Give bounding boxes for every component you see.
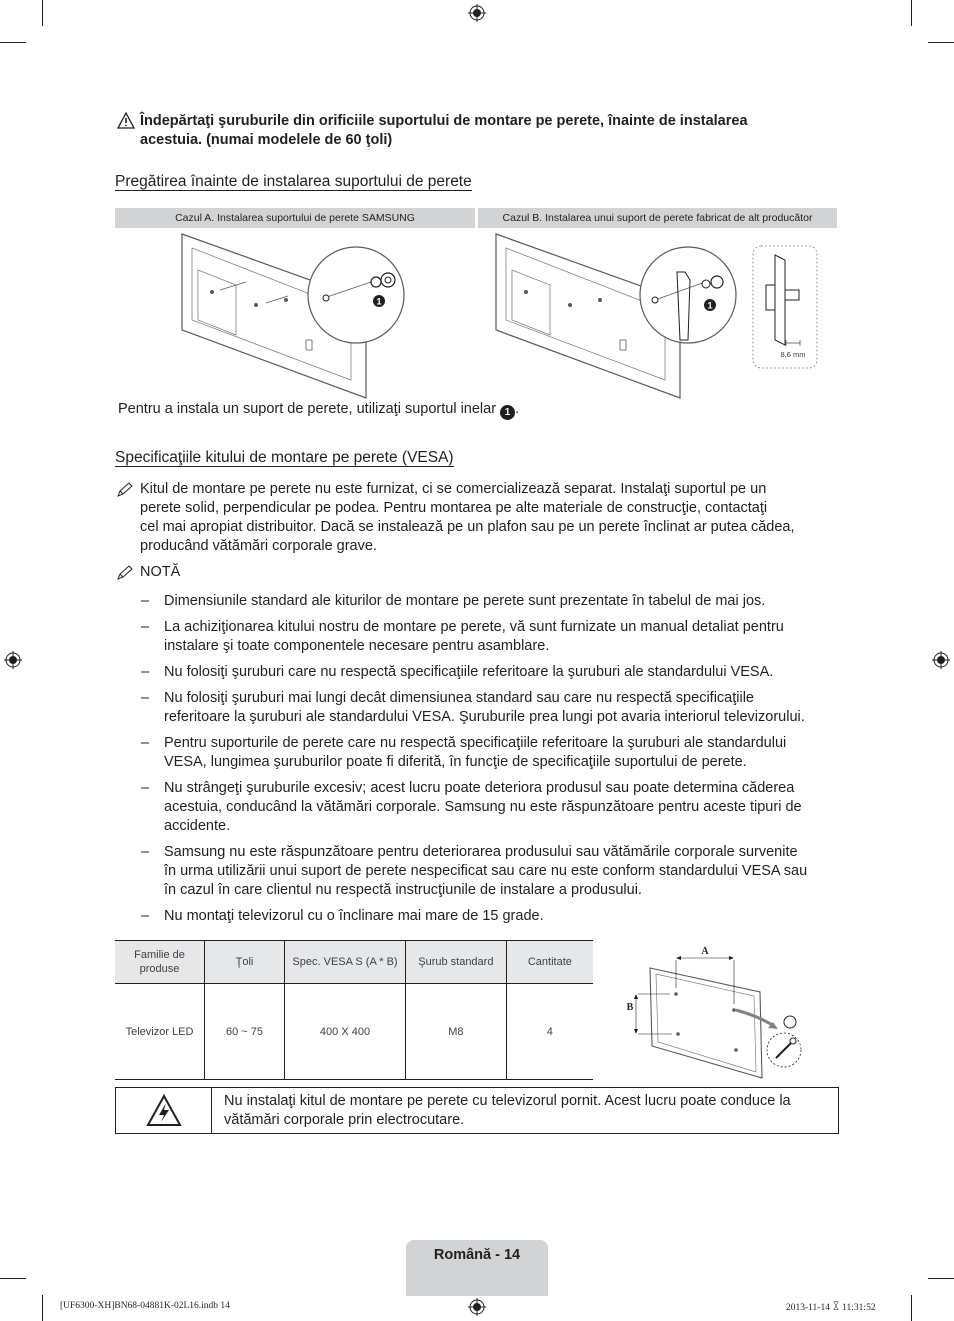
registration-mark-icon <box>468 1298 486 1316</box>
footer-timestamp: 2013-11-14 ꊱ 11:31:52 <box>786 1303 876 1313</box>
list-item: – La achiziţionarea kitului nostru de montare pe perete, vă sunt furnizate un manual detaliat pentru instalare şi toate componentele necesare pentru asamblare. <box>141 619 784 654</box>
vesa-diagram <box>618 940 818 1080</box>
crop-mark <box>42 1295 43 1321</box>
table-cell: Televizor LED <box>115 984 205 1080</box>
warning-note-line: acestuia. (numai modelele de 60 ţoli) <box>140 132 393 148</box>
case-b-illustration <box>490 230 825 400</box>
table-cell: M8 <box>405 984 506 1080</box>
ring-caption: Pentru a instala un suport de perete, utilizaţi suportul inelar 1 . <box>118 401 520 418</box>
list-item: – Samsung nu este răspunzătoare pentru deteriorarea produsului sau vătămările corporale survenite în urma utilizării unui suport de perete nespecificat sau care nu este conform standardului VESA sau în cazul în care clientul nu respectă instrucţiunile de instalare a produsului. <box>141 844 808 898</box>
crop-mark <box>0 42 26 43</box>
crop-mark <box>928 42 954 43</box>
divider <box>211 1088 212 1133</box>
list-item: – Nu folosiţi şuruburi care nu respectă specificaţiile referitoare la şuruburi ale standardului VESA. <box>141 664 774 680</box>
crop-mark <box>911 0 912 26</box>
dimension-b-label: B <box>626 1002 634 1013</box>
crop-mark <box>928 1278 954 1279</box>
table-cell: 4 <box>506 984 593 1080</box>
registration-mark-icon <box>468 4 486 22</box>
crop-mark <box>911 1295 912 1321</box>
vesa-spec-table <box>115 940 593 1080</box>
caution-box <box>115 1087 839 1134</box>
table-header: Şurub standard <box>405 941 506 984</box>
list-item: – Nu folosiţi şuruburi mai lungi decât dimensiunea standard sau care nu respectă specificaţiile referitoare la şuruburi ale standardului VESA. Şuruburile prea lungi pot avaria interiorul televizorului. <box>141 690 805 725</box>
case-b-label: Cazul B. Instalarea unui suport de perete fabricat de alt producător <box>478 208 837 228</box>
case-a-illustration <box>176 230 416 400</box>
table-header: Familie de produse <box>115 941 205 984</box>
table-cell: 400 X 400 <box>285 984 406 1080</box>
page-number-tab: Română - 14 <box>406 1240 548 1296</box>
list-item: – Pentru suporturile de perete care nu respectă specificaţiile referitoare la şuruburi ale standardului VESA, lungimea şuruburilor poate fi diferită, în funcţie de specificaţiile suportului de perete. <box>141 735 787 770</box>
note-label: NOTĂ <box>140 564 181 580</box>
caution-text: Nu instalaţi kitul de montare pe perete cu televizorul pornit. Acest lucru poate conduce la vătămări corporale prin electrocutare. <box>224 1093 791 1128</box>
registration-mark-icon <box>932 651 950 669</box>
warning-triangle-icon <box>117 112 135 129</box>
pencil-note-icon <box>116 565 134 581</box>
table-header: Cantitate <box>506 941 593 984</box>
registration-mark-icon <box>4 651 22 669</box>
callout-number: 1 <box>376 296 382 307</box>
callout-number: 1 <box>707 300 713 311</box>
vesa-paragraph: Kitul de montare pe perete nu este furnizat, ci se comercializează separat. Instalaţi suportul pe un perete solid, perpendicular pe podea. Pentru montarea pe alte materiale de construcţie, contactaţi cel mai apropiat distribuitor. Dacă se instalează pe un plafon sau pe un perete înclinat ar putea cădea, producând vătămări corporale grave. <box>140 481 795 554</box>
table-header-row <box>115 941 593 984</box>
dimension-label: 8,6 mm <box>780 350 806 359</box>
list-item: – Nu strângeţi şuruburile excesiv; acest lucru poate deteriora produsul sau poate determina căderea acestuia, conducând la vătămări corporale. Samsung nu este răspunzătoare pentru aceste tipuri de accidente. <box>141 780 802 834</box>
table-header: Ţoli <box>205 941 285 984</box>
pencil-note-icon <box>116 482 134 498</box>
table-cell: 60 ~ 75 <box>205 984 285 1080</box>
case-a-label: Cazul A. Instalarea suportului de perete SAMSUNG <box>115 208 475 228</box>
electric-shock-warning-icon <box>146 1094 182 1127</box>
crop-mark <box>0 1278 26 1279</box>
callout-number: 1 <box>500 405 515 420</box>
footer-file-info: [UF6300-XH]BN68-04881K-02L16.indb 14 <box>60 1301 230 1311</box>
warning-note <box>140 112 820 150</box>
list-item: – Nu montaţi televizorul cu o înclinare mai mare de 15 grade. <box>141 908 544 924</box>
section-heading-vesa: Specificaţiile kitului de montare pe perete (VESA) <box>115 449 454 466</box>
section-heading-prep: Pregătirea înainte de instalarea suportului de perete <box>115 173 472 190</box>
warning-note-line: Îndepărtaţi şuruburile din orificiile suportului de montare pe perete, înainte de instalarea <box>140 113 748 129</box>
dimension-a-label: A <box>701 946 709 957</box>
table-row <box>115 984 593 1080</box>
list-item: – Dimensiunile standard ale kiturilor de montare pe perete sunt prezentate în tabelul de mai jos. <box>141 593 766 609</box>
table-header: Spec. VESA S (A * B) <box>285 941 406 984</box>
crop-mark <box>42 0 43 26</box>
